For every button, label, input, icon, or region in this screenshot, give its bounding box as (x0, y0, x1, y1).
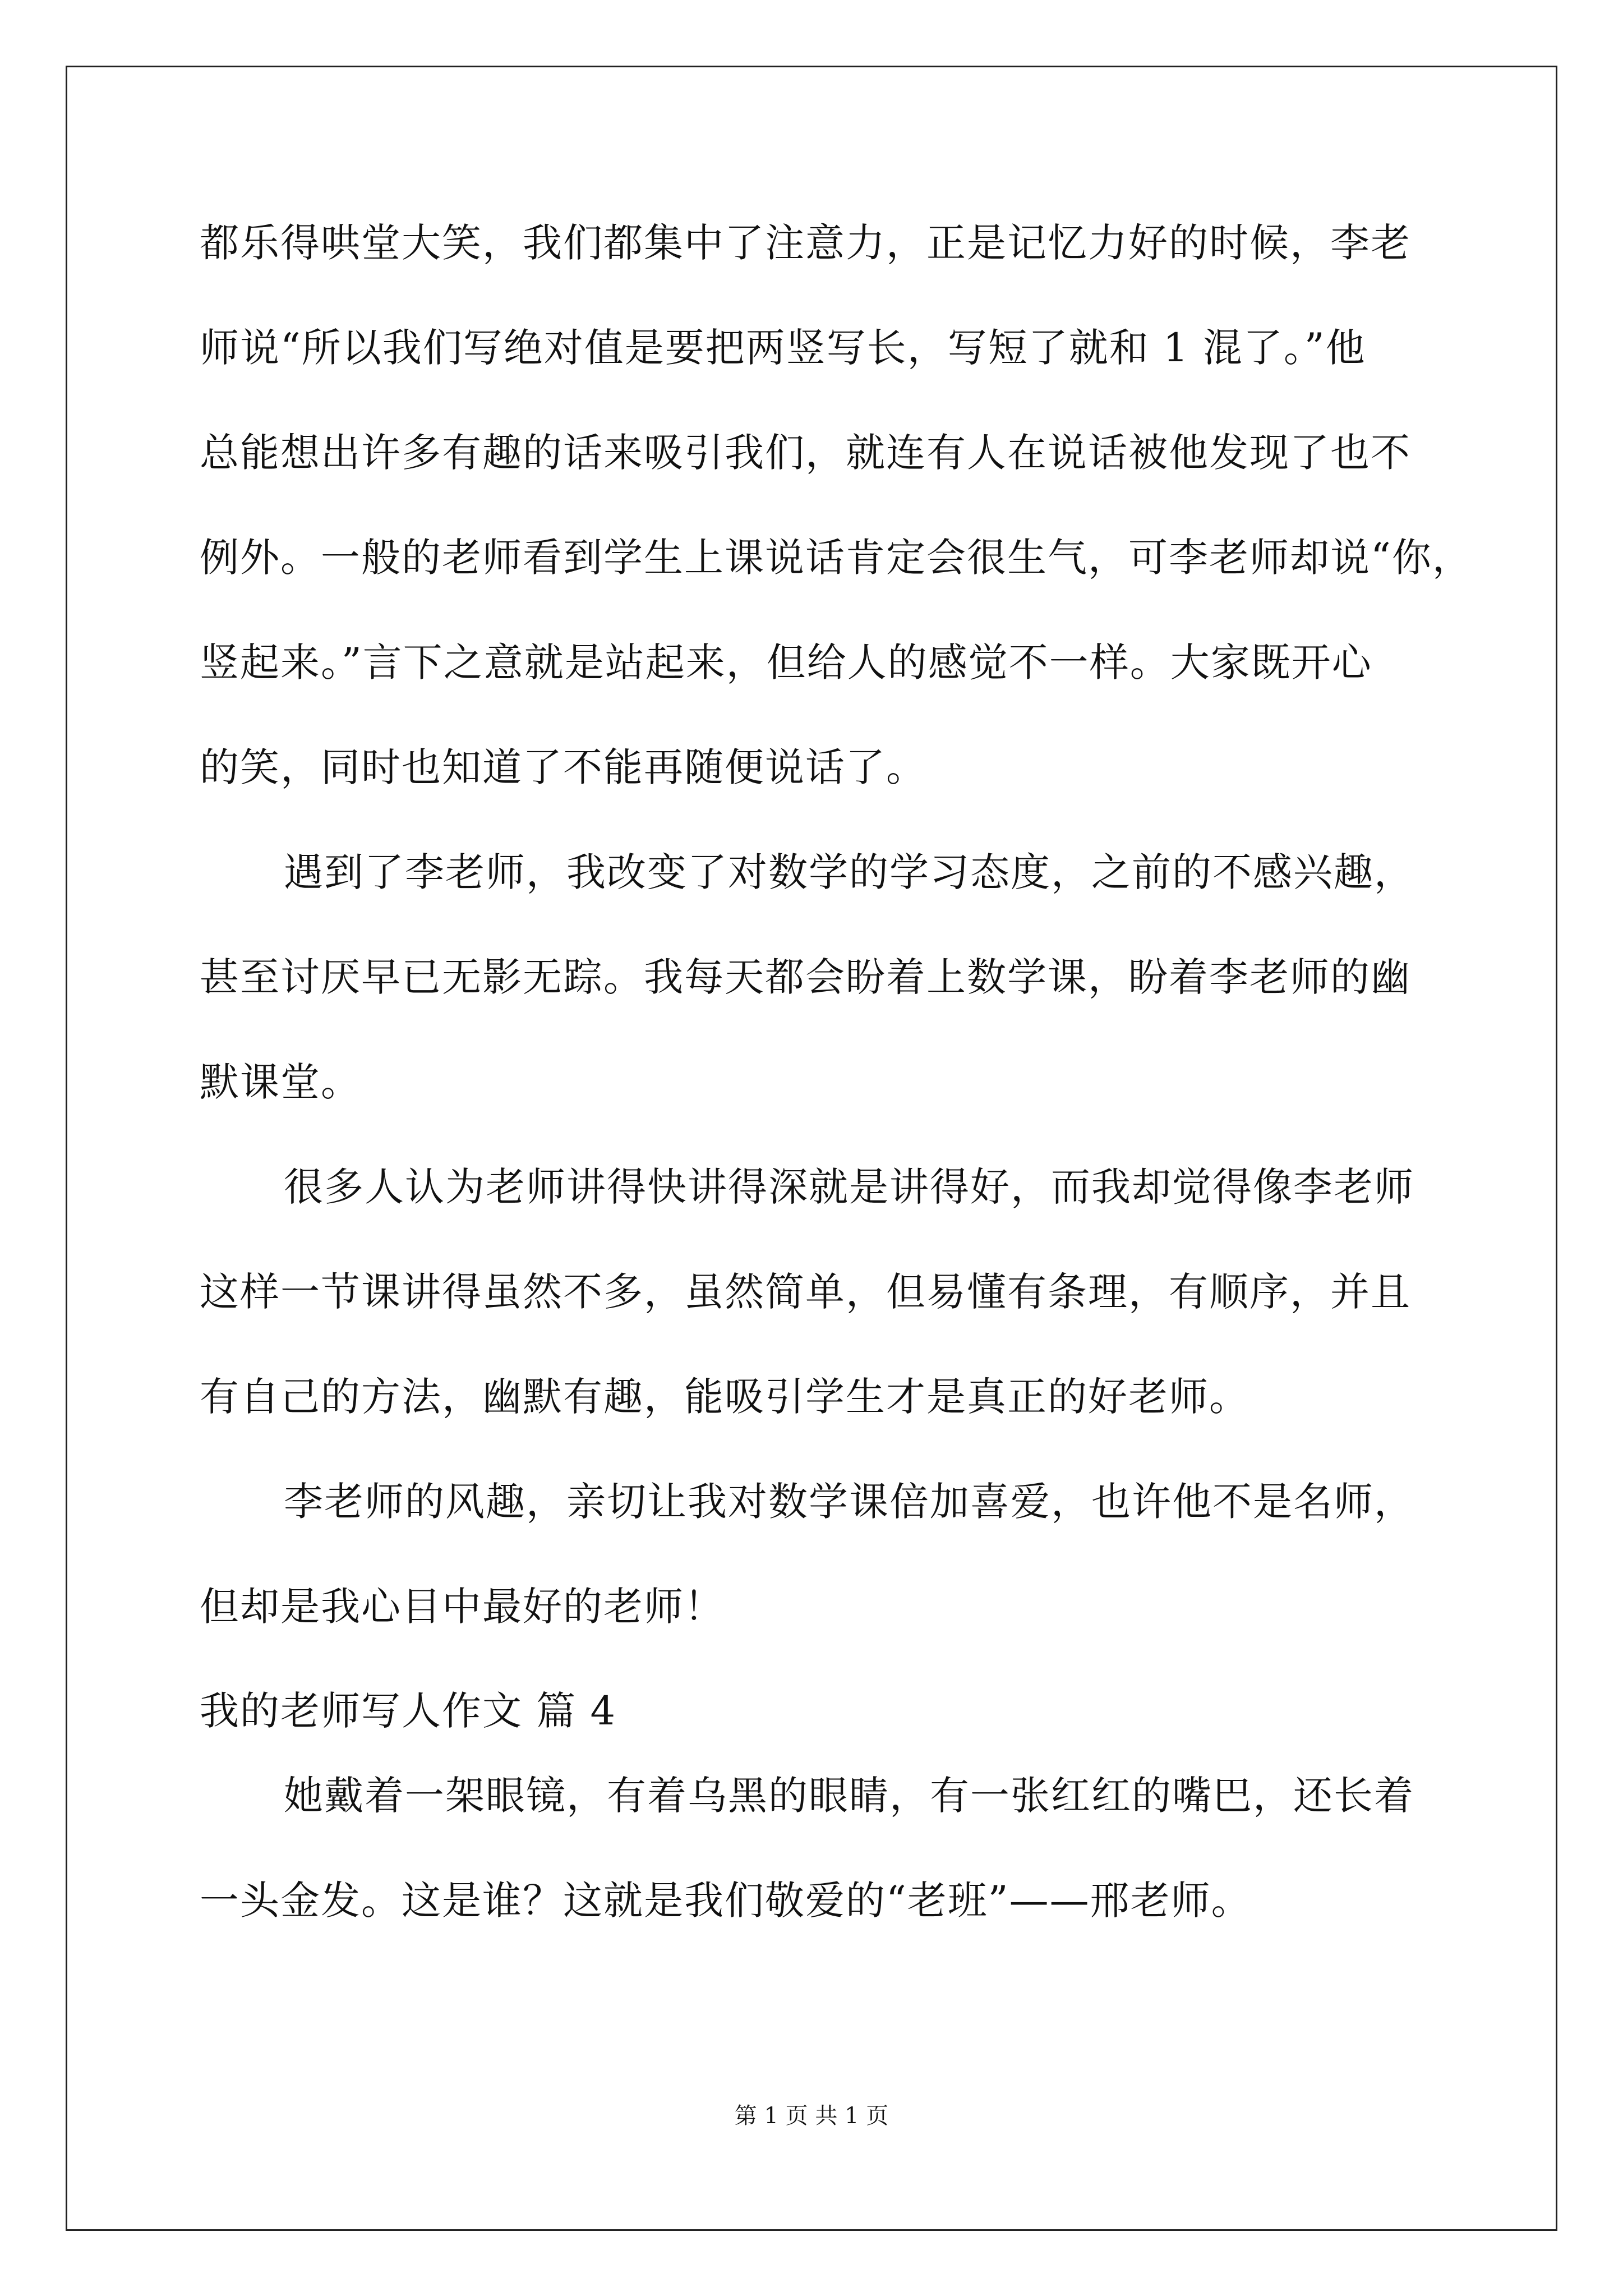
paragraph-line: 师说“所以我们写绝对值是要把两竖写长，写短了就和 1 混了。”他 (200, 325, 1366, 371)
paragraph-line: 总能想出许多有趣的话来吸引我们，就连有人在说话被他发现了也不 (200, 430, 1411, 476)
document-body (200, 209, 1473, 1971)
paragraph-line: 例外。一般的老师看到学生上课说话肯定会很生气，可李老师却说“你， (200, 535, 1473, 581)
paragraph-line: 竖起来。”言下之意就是站起来，但给人的感觉不一样。大家既开心 (200, 639, 1372, 685)
paragraph-line: 李老师的风趣，亲切让我对数学课倍加喜爱，也许他不是名师， (284, 1479, 1414, 1525)
paragraph-line: 遇到了李老师，我改变了对数学的学习态度，之前的不感兴趣， (284, 849, 1414, 895)
paragraph-line: 很多人认为老师讲得快讲得深就是讲得好，而我却觉得像李老师 (284, 1164, 1414, 1210)
paragraph-line: 她戴着一架眼镜，有着乌黑的眼睛，有一张红红的嘴巴，还长着 (284, 1773, 1414, 1819)
paragraph-line: 一头金发。这是谁？这就是我们敬爱的“老班”——邢老师。 (200, 1878, 1252, 1924)
paragraph-line: 这样一节课讲得虽然不多，虽然简单，但易懂有条理，有顺序，并且 (200, 1269, 1411, 1315)
paragraph-line: 有自己的方法，幽默有趣，能吸引学生才是真正的好老师。 (200, 1374, 1249, 1420)
paragraph-line: 甚至讨厌早已无影无踪。我每天都会盼着上数学课，盼着李老师的幽 (200, 954, 1411, 1000)
section-heading: 我的老师写人作文 篇 4 (200, 1688, 617, 1734)
paragraph-line: 但却是我心目中最好的老师！ (200, 1584, 725, 1630)
paragraph-line: 默课堂。 (200, 1059, 361, 1105)
page-footer: 第 1 页 共 1 页 (734, 2103, 889, 2129)
paragraph-line: 的笑，同时也知道了不能再随便说话了。 (200, 744, 926, 790)
paragraph-line: 都乐得哄堂大笑，我们都集中了注意力，正是记忆力好的时候，李老 (200, 220, 1411, 266)
